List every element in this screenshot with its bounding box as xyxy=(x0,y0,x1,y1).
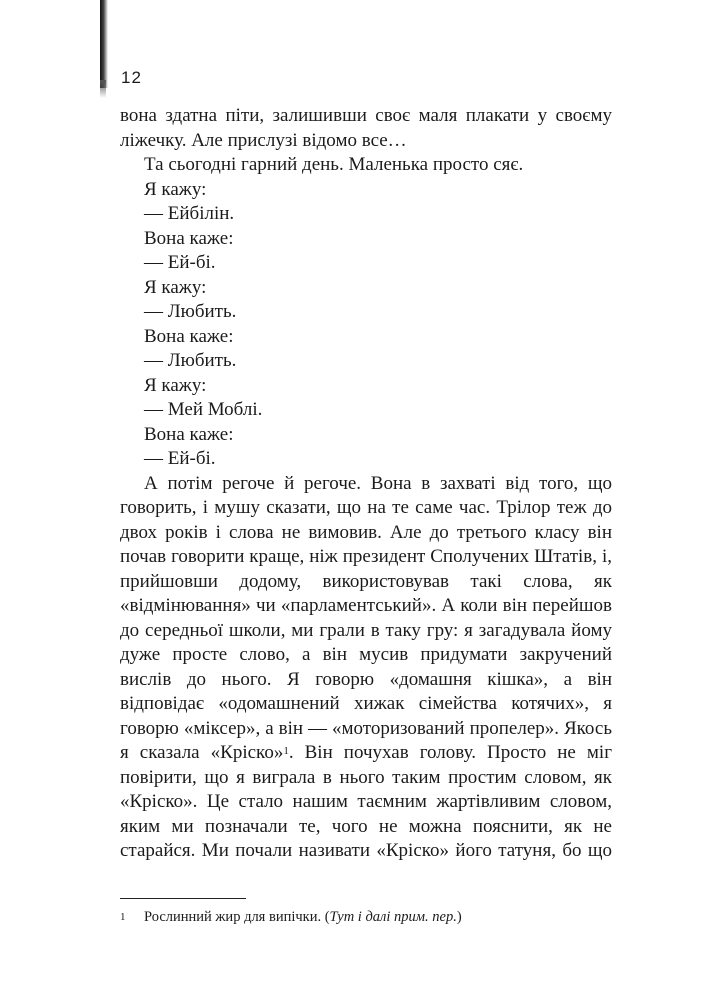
footnote-number: 1 xyxy=(120,911,126,923)
dialogue-line: Я кажу: xyxy=(144,276,207,298)
dialogue-line: Я кажу: xyxy=(144,374,207,396)
scan-binding-shadow xyxy=(100,0,108,88)
main-paragraph-part-1: А потім регоче й регоче. Вона в захваті від того, що говорить, і мушу сказати, що на те саме час. Трілор теж до двох років і слова не вимовив. Але до третього класу він почав говорити краще, ніж президент Сполучених Штатів, і, прийшовши додому, використовував такі слова, як «відмінювання» чи «парламентський». А коли він перейшов до середньої школи, ми грали в таку гру: я загадувала йому дуже просте слово, а він мусив придумати закручений вислів до нього. Я говорю «домашня кішка», а він відповідає «одомашнений хижак сімейства котячих», я говорю «міксер», а він — «моторизований пропелер». Якось я сказала «Кріско» xyxy=(120,472,612,763)
footnote xyxy=(120,907,612,927)
footnote-divider xyxy=(120,898,246,899)
footnote-close: ) xyxy=(456,909,462,925)
main-paragraph xyxy=(120,472,612,864)
dialogue-line: — Ейбілін. xyxy=(144,203,235,224)
dialogue-line: Вона каже: xyxy=(144,227,234,249)
dialogue-line: — Любить. xyxy=(144,301,237,322)
dialogue-line: Я кажу: xyxy=(144,178,207,200)
footnote-marker[interactable]: 1 xyxy=(283,745,289,757)
dialogue-line: Вона каже: xyxy=(144,325,234,347)
footnote-italic: Тут і далі прим. пер. xyxy=(329,909,457,925)
scan-binding-shadow-fade xyxy=(100,80,106,98)
dialogue-line: — Любить. xyxy=(144,350,237,371)
footnote-text: Рослинний жир для випічки. ( xyxy=(144,909,330,925)
dialogue-line: — Ей-бі. xyxy=(144,252,216,273)
main-paragraph-part-2: . Він почухав голову. Просто не міг повірити, що я виграла в нього таким простим словом, як «Кріско». Це стало нашим таємним жартівливим словом, яким ми позначали те, чого не можна пояснити, як не старайся. Ми почали називати «Кріско» його татуня, бо що xyxy=(120,742,612,861)
paragraph-continuation: вона здатна піти, залишивши своє маля плакати у своєму ліжечку. Але прислузі відомо все… xyxy=(120,105,612,151)
page-number: 12 xyxy=(121,68,142,87)
dialogue-line: — Ей-бі. xyxy=(144,448,216,469)
dialogue-line: Вона каже: xyxy=(144,423,234,445)
dialogue-line: — Мей Моблі. xyxy=(144,399,263,420)
dialogue-line: Та сьогодні гарний день. Маленька просто сяє. xyxy=(144,154,524,175)
body-text xyxy=(120,104,612,864)
